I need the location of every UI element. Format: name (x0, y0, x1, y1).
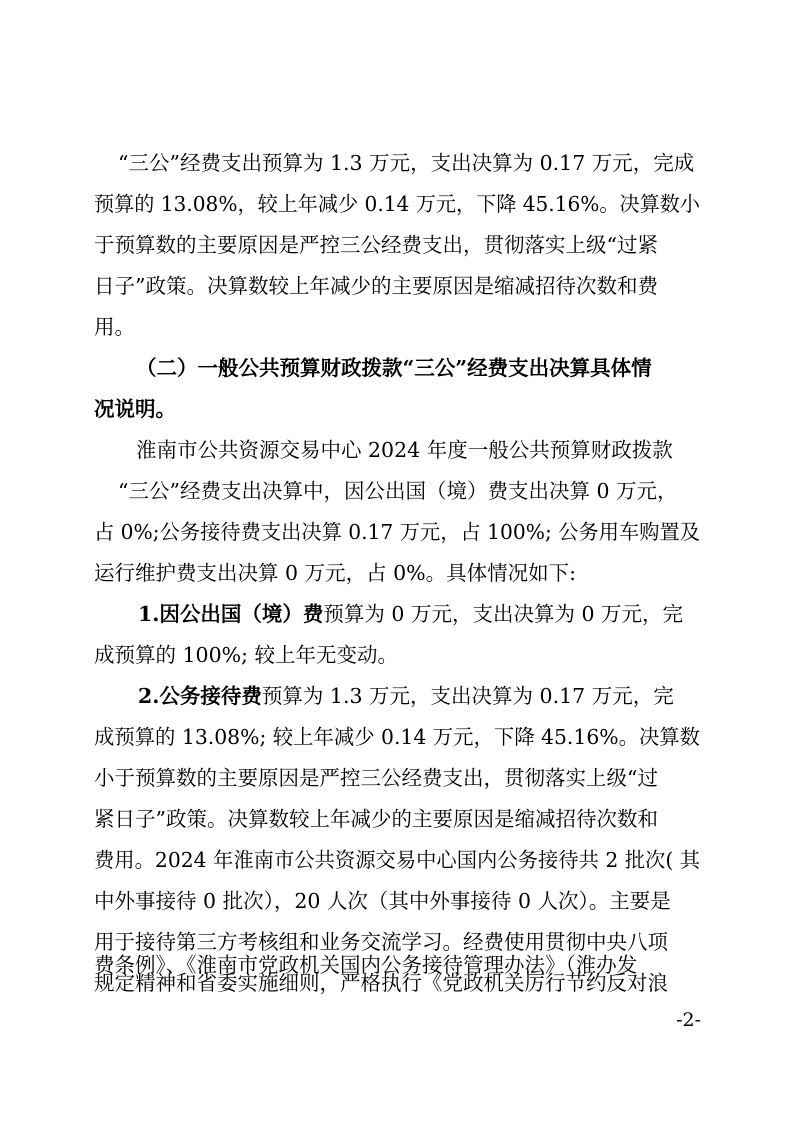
text-line: 占 0%;公务接待费支出决算 0.17 万元，占 100%; 公务用车购置及 (94, 520, 701, 544)
text-line: 淮南市公共资源交易中心 2024 年度一般公共预算财政拨款 (136, 438, 673, 462)
text-line: 用于接待第三方考核组和业务交流学习。经费使用贯彻中央八项 (94, 930, 668, 954)
text-line: 于预算数的主要原因是严控三公经费支出，贯彻落实上级“过紧 (94, 233, 658, 257)
section-heading: 况说明。 (94, 397, 176, 421)
page-number: -2- (676, 1009, 701, 1031)
text-line: 成预算的 13.08%; 较上年减少 0.14 万元，下降 45.16%。决算数 (94, 725, 701, 749)
text-line: 1.因公出国（境）费预算为 0 万元，支出决算为 0 万元，完 (0, 594, 793, 634)
text-line: 运行维护费支出决算 0 万元，占 0%。具体情况如下: (94, 561, 577, 585)
text-line: 费用。2024 年淮南市公共资源交易中心国内公务接待共 2 批次( 其 (94, 848, 701, 872)
text-line: 费条例》、《淮南市党政机关国内公务接待管理办法》（淮办发 (94, 953, 638, 977)
text-line: 用。 (94, 315, 135, 339)
text-line: 中外事接待 0 批次），20 人次（其中外事接待 0 人次）。主要是 (94, 889, 671, 913)
text-line: 紧日子”政策。决算数较上年减少的主要原因是缩减招待次数和 (94, 807, 658, 831)
item-label: 1.因公出国（境）费 (138, 602, 324, 626)
text-line: 小于预算数的主要原因是严控三公经费支出，贯彻落实上级“过 (94, 766, 658, 790)
text-line: 成预算的 100%; 较上年无变动。 (94, 643, 399, 667)
item-label: 2.公务接待费 (138, 684, 262, 708)
text-line: 规定精神和省委实施细则，严格执行《党政机关厉行节约反对浪 (94, 971, 668, 995)
text-line: “三公”经费支出决算中，因公出国（境）费支出决算 0 万元， (118, 479, 678, 503)
section-heading: （二）一般公共预算财政拨款“三公”经费支出决算具体情 (136, 356, 652, 380)
text-line: “三公”经费支出预算为 1.3 万元，支出决算为 0.17 万元，完成 (118, 151, 695, 175)
text-line: 预算的 13.08%，较上年减少 0.14 万元，下降 45.16%。决算数小 (94, 192, 700, 216)
text-line: 日子”政策。决算数较上年减少的主要原因是缩减招待次数和费 (94, 274, 658, 298)
text-line: 2.公务接待费预算为 1.3 万元，支出决算为 0.17 万元，完 (0, 676, 793, 716)
